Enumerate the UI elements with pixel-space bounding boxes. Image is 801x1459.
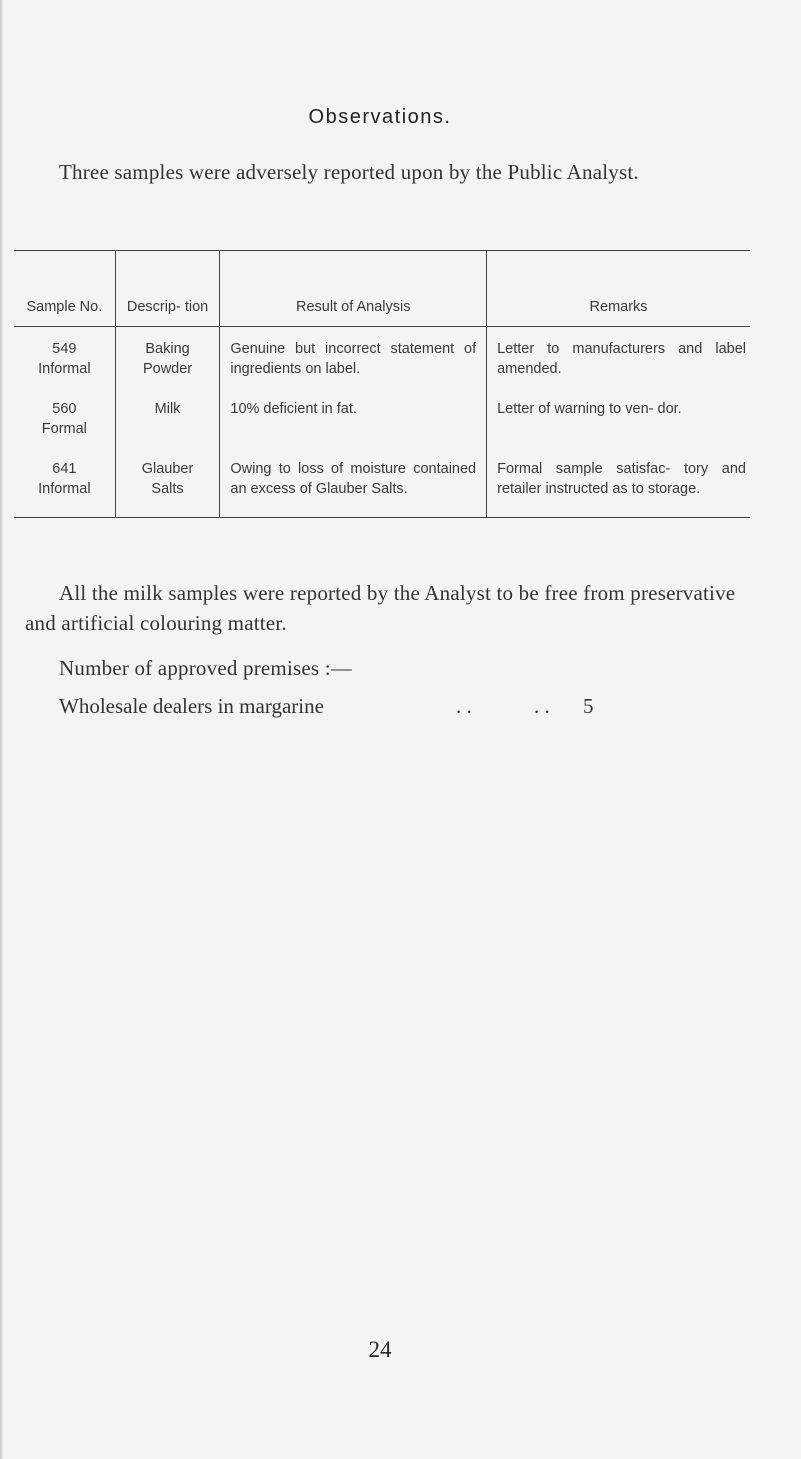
premises-label: Wholesale dealers in margarine [59,694,324,718]
leader-dots: . . [456,694,472,718]
milk-statement: All the milk samples were reported by the Analyst to be free from preservative and artificial colouring matter. [25,581,736,635]
sample-cell [14,387,115,447]
description-line: Baking [145,341,190,357]
table-row [14,327,750,388]
sample-type: Formal [41,421,87,437]
description-line: Salts [151,481,184,497]
header-remarks: Remarks [487,251,750,327]
result-cell: 10% deficient in fat. [220,387,487,447]
description-line: Powder [142,361,193,377]
sample-number: 549 [52,341,77,357]
sample-cell [14,447,115,518]
leader-dots: . . [534,694,550,718]
header-sample-no: Sample No. [14,251,115,327]
description-cell [115,387,220,447]
header-result: Result of Analysis [220,251,487,327]
sample-type: Informal [38,361,91,377]
header-description: Descrip- tion [115,251,220,327]
observations-table [14,250,750,518]
sample-number: 641 [52,461,77,477]
sample-number: 560 [52,401,77,417]
description-line: Milk [154,401,181,417]
sample-cell [14,327,115,388]
result-cell: Owing to loss of moisture contained an excess of Glauber Salts. [220,447,487,518]
description-cell [115,327,220,388]
premises-heading: Number of approved premises :— [59,656,352,680]
premises-count: 5 [583,694,594,718]
premises-row [59,691,759,721]
page-number: 24 [368,1337,392,1362]
remarks-cell: Letter to manufacturers and label amended. [487,327,750,388]
sample-type: Informal [38,481,91,497]
remarks-cell: Formal sample satisfac- tory and retailer instructed as to storage. [487,447,750,518]
page-title: Observations. [308,106,452,128]
remarks-cell: Letter of warning to ven- dor. [487,387,750,447]
table-header-row [14,251,750,327]
result-cell: Genuine but incorrect statement of ingredients on label. [220,327,487,388]
intro-paragraph: Three samples were adversely reported upon by the Public Analyst. [59,160,639,184]
description-line: Glauber [141,461,194,477]
table-row [14,387,750,447]
page-edge [0,0,3,1459]
table-row [14,447,750,518]
description-cell [115,447,220,518]
